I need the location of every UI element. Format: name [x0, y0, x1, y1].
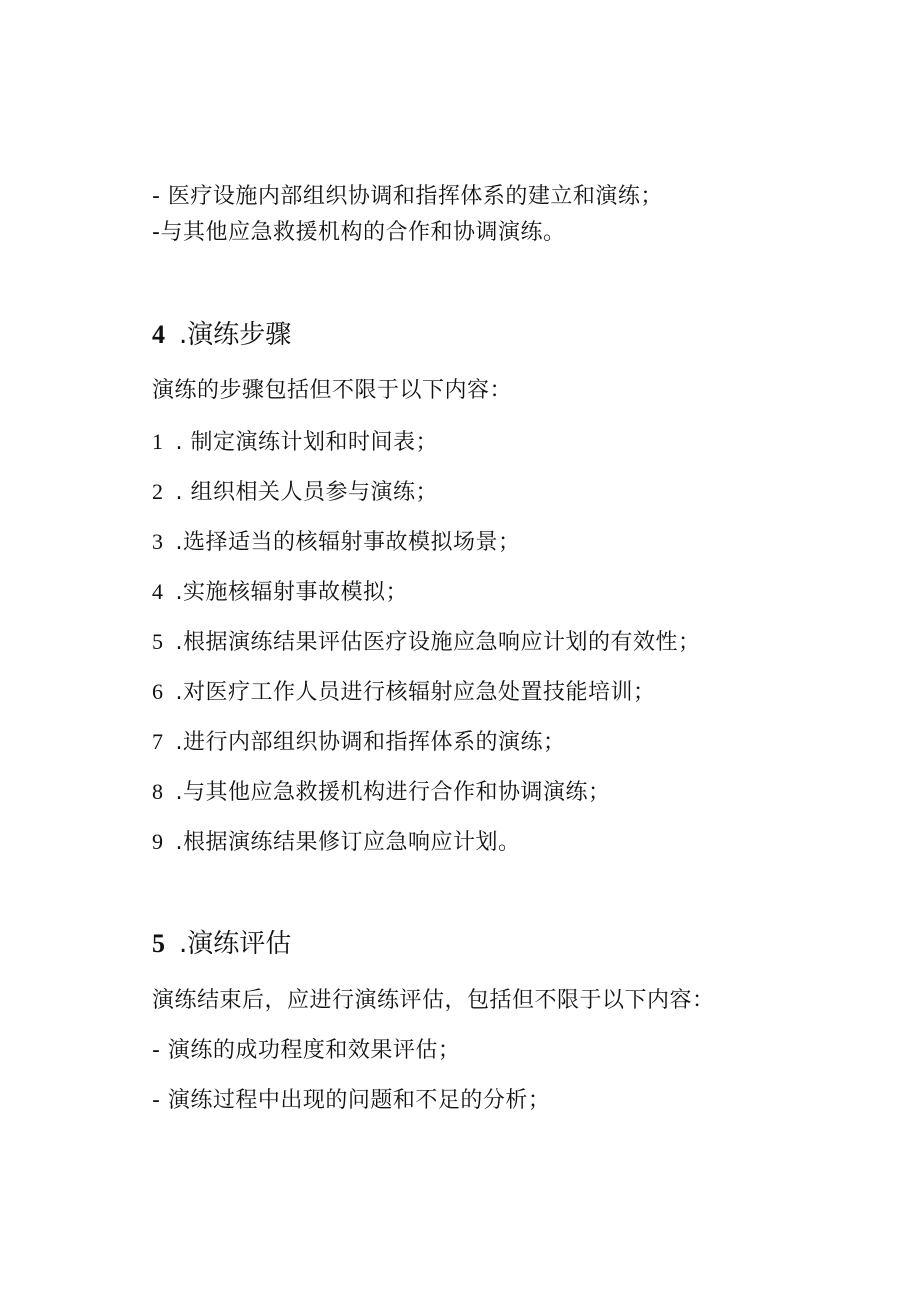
step-text: .进行内部组织协调和指挥体系的演练；	[175, 730, 566, 755]
step-text: .实施核辐射事故模拟；	[175, 580, 408, 605]
step-number: 9	[152, 829, 164, 854]
section-5-intro: 演练结束后，应进行演练评估，包括但不限于以下内容：	[152, 988, 715, 1013]
step-number: 6	[152, 679, 164, 704]
step-number: 8	[152, 779, 164, 804]
step-number: 5	[152, 629, 164, 654]
evaluation-bullet: - 演练的成功程度和效果评估；	[152, 1038, 461, 1063]
step-item	[152, 477, 438, 508]
step-item	[152, 527, 521, 558]
step-text: .根据演练结果评估医疗设施应急响应计划的有效性；	[175, 630, 701, 655]
section-4-intro: 演练的步骤包括但不限于以下内容：	[152, 378, 513, 403]
step-number: 7	[152, 729, 164, 754]
step-number: 2	[152, 479, 164, 504]
step-text: .根据演练结果修订应急响应计划。	[175, 830, 521, 855]
step-text: . 组织相关人员参与演练；	[175, 480, 438, 505]
intro-bullet: - 医疗设施内部组织协调和指挥体系的建立和演练；	[152, 184, 663, 209]
step-item	[152, 727, 566, 758]
section-4-title: .演练步骤	[179, 320, 292, 350]
step-item	[152, 677, 656, 708]
section-4-number: 4	[152, 320, 165, 349]
section-4-heading	[152, 318, 291, 352]
section-5-number: 5	[152, 929, 165, 958]
step-number: 3	[152, 529, 164, 554]
step-text: .选择适当的核辐射事故模拟场景；	[175, 530, 521, 555]
step-item	[152, 777, 611, 808]
step-text: .对医疗工作人员进行核辐射应急处置技能培训；	[175, 680, 656, 705]
step-item	[152, 577, 408, 608]
step-number: 1	[152, 429, 164, 454]
intro-bullet: -与其他应急救援机构的合作和协调演练。	[152, 220, 566, 245]
step-item	[152, 627, 701, 658]
step-item	[152, 427, 438, 458]
step-item	[152, 827, 521, 858]
step-number: 4	[152, 579, 164, 604]
step-text: . 制定演练计划和时间表；	[175, 430, 438, 455]
section-5-heading	[152, 927, 291, 961]
evaluation-bullet: - 演练过程中出现的问题和不足的分析；	[152, 1088, 551, 1113]
section-5-title: .演练评估	[179, 929, 292, 959]
step-text: .与其他应急救援机构进行合作和协调演练；	[175, 780, 611, 805]
